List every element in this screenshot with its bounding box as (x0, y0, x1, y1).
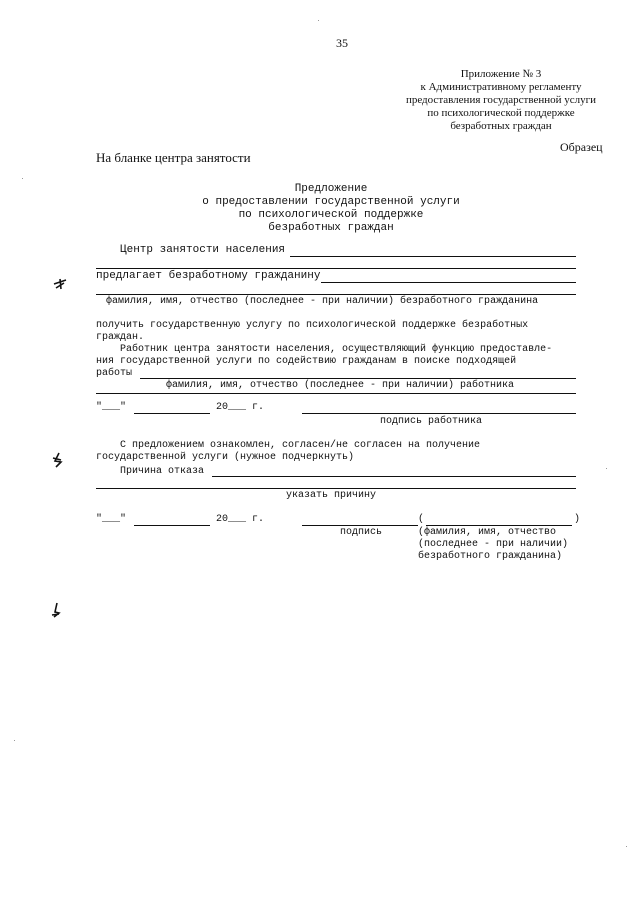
paragraph-line: Работник центра занятости населения, осуществляющий функцию предоставле- (120, 344, 553, 355)
margin-mark-icon (50, 602, 62, 618)
paragraph-line: работы (96, 368, 133, 379)
scan-speck (22, 178, 23, 179)
title-line: Предложение (294, 183, 368, 195)
worker-name-field-continued[interactable] (96, 393, 576, 394)
date-year-field[interactable]: 20___ г. (216, 514, 265, 525)
page-number: 35 (336, 36, 348, 50)
citizen-name-field[interactable] (321, 282, 576, 283)
appendix-line: безработных граждан (450, 120, 552, 132)
paragraph-line: граждан. (96, 332, 145, 343)
margin-mark-icon (52, 276, 68, 292)
date-month-field[interactable] (134, 525, 210, 526)
citizen-fullname-field[interactable] (426, 525, 572, 526)
letterhead-note: На бланке центра занятости (96, 150, 251, 165)
open-paren: ( (418, 514, 425, 525)
scan-speck (606, 468, 607, 469)
worker-signature-caption: подпись работника (380, 416, 483, 427)
employment-center-label: Центр занятости населения (120, 244, 286, 256)
scan-speck (318, 20, 319, 21)
employment-center-field-continued[interactable] (96, 268, 576, 269)
citizen-fullname-caption (418, 527, 568, 563)
appendix-block (396, 68, 606, 133)
appendix-line: к Административному регламенту (420, 81, 582, 93)
refusal-reason-caption: указать причину (286, 490, 377, 501)
title-line: безработных граждан (268, 222, 394, 234)
caption-line: (фамилия, имя, отчество (418, 527, 557, 538)
citizen-name-caption: фамилия, имя, отчество (последнее - при наличии) безработного гражданина (106, 296, 539, 307)
date-month-field[interactable] (134, 413, 210, 414)
employment-center-field[interactable] (290, 256, 576, 257)
scan-speck (14, 740, 15, 741)
refusal-reason-field[interactable] (212, 476, 576, 477)
date-day-field[interactable]: "___" (96, 514, 127, 525)
appendix-line: предоставления государственной услуги (405, 94, 597, 106)
citizen-signature-caption: подпись (340, 527, 383, 538)
offers-label: предлагает безработному гражданину (96, 270, 321, 282)
paragraph-line: ния государственной услуги по содействию гражданам в поиске подходящей (96, 356, 517, 367)
close-paren: ) (574, 514, 581, 525)
refusal-reason-field-continued[interactable] (96, 488, 576, 489)
title-line: по психологической поддержке (238, 209, 424, 221)
worker-name-field[interactable] (140, 378, 576, 379)
scan-speck (626, 846, 627, 847)
caption-line: безработного гражданина) (418, 551, 563, 562)
worker-signature-field[interactable] (302, 413, 576, 414)
margin-mark-icon (50, 452, 64, 468)
paragraph-line: получить государственную услугу по психологической поддержке безработных (96, 320, 529, 331)
paragraph-line: С предложением ознакомлен, согласен/не согласен на получение (120, 440, 481, 451)
appendix-line: Приложение № 3 (460, 68, 542, 80)
sample-label: Образец (560, 140, 603, 154)
refusal-reason-label: Причина отказа (120, 466, 205, 477)
caption-line: (последнее - при наличии) (418, 539, 569, 550)
citizen-name-field-continued[interactable] (96, 294, 576, 295)
paragraph-line: государственной услуги (нужное подчеркнуть) (96, 452, 355, 463)
document-title (196, 183, 466, 235)
date-day-field[interactable]: "___" (96, 402, 127, 413)
title-line: о предоставлении государственной услуги (202, 196, 460, 208)
citizen-signature-field[interactable] (302, 525, 418, 526)
worker-name-caption: фамилия, имя, отчество (последнее - при наличии) работника (166, 380, 515, 391)
appendix-line: по психологической поддержке (427, 107, 575, 119)
date-year-field[interactable]: 20___ г. (216, 402, 265, 413)
